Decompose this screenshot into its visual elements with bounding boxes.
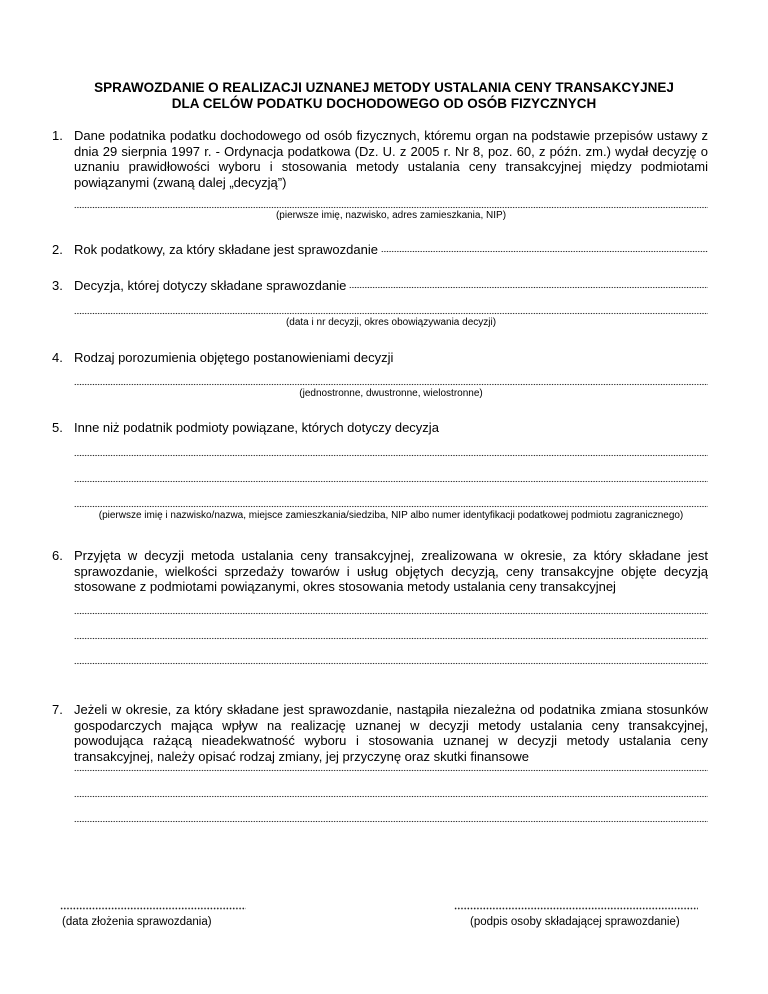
section-5-fill-line-2[interactable] [74, 480, 708, 483]
section-6-text: Przyjęta w decyzji metoda ustalania ceny transakcyjnej, zrealizowana w okresie, za który składane jest sprawozdanie, wielkości sprzedaży towarów i usług objętych decyzją, ceny transakcyjne objęte decyzją stosowane z podmiotami powiązanymi, okres stosowania metody ustalania ceny transakcyjnej [74, 548, 708, 594]
section-7-fill-line-1[interactable] [74, 769, 708, 772]
section-2-text: Rok podatkowy, za który składane jest sprawozdanie [74, 242, 378, 257]
section-4-text: Rodzaj porozumienia objętego postanowieniami decyzji [74, 350, 394, 365]
section-2-fill-line[interactable] [381, 250, 708, 254]
section-6 [52, 548, 708, 595]
section-3 [52, 278, 708, 294]
date-fill-line[interactable] [60, 907, 246, 910]
section-1-fill-line[interactable] [74, 206, 708, 209]
section-5-fill-line-1[interactable] [74, 454, 708, 457]
section-5-number: 5. [52, 420, 63, 435]
section-6-fill-line-1[interactable] [74, 612, 708, 615]
section-3-number: 3. [52, 278, 63, 293]
section-5-caption: (pierwsze imię i nazwisko/nazwa, miejsce zamieszkania/siedziba, NIP albo numer identyfikacji podatkowej podmiotu zagranicznego) [98, 510, 684, 521]
section-4 [52, 350, 708, 366]
section-3-caption: (data i nr decyzji, okres obowiązywania decyzji) [285, 317, 497, 328]
section-4-caption: (jednostronne, dwustronne, wielostronne) [299, 388, 483, 399]
form-title-line2: DLA CELÓW PODATKU DOCHODOWEGO OD OSÓB FIZYCZNYCH [171, 96, 597, 111]
section-5 [52, 420, 708, 436]
section-4-number: 4. [52, 350, 63, 365]
section-5-text: Inne niż podatnik podmioty powiązane, których dotyczy decyzja [74, 420, 439, 435]
signature-fill-line[interactable] [454, 907, 698, 910]
section-7-number: 7. [52, 702, 63, 717]
section-2 [52, 242, 708, 258]
form-title [0, 80, 768, 112]
section-7-text: Jeżeli w okresie, za który składane jest sprawozdanie, nastąpiła niezależna od podatnika zmiana stosunków gospodarczych mająca wpływ na realizację uznanej w decyzji metody ustalania ceny transakcyjnej, powodująca rażącą nieadekwatność wyboru i stosowania uznanej w decyzji metody ustalania ceny transakcyjnej, należy opisać rodzaj zmiany, jej przyczynę oraz skutki finansowe [74, 702, 708, 764]
section-6-fill-line-2[interactable] [74, 637, 708, 640]
section-3-text: Decyzja, której dotyczy składane sprawozdanie [74, 278, 347, 293]
section-6-number: 6. [52, 548, 63, 563]
section-3-fill-line-2[interactable] [74, 312, 708, 315]
date-caption: (data złożenia sprawozdania) [62, 916, 212, 928]
signature-caption: (podpis osoby składającej sprawozdanie) [470, 916, 680, 928]
section-1-text: Dane podatnika podatku dochodowego od osób fizycznych, któremu organ na podstawie przepisów ustawy z dnia 29 sierpnia 1997 r. - Ordynacja podatkowa (Dz. U. z 2005 r. Nr 8, poz. 60, z późn. zm.) wydał decyzję o uznaniu prawidłowości wyboru i stosowania metody ustalania ceny transakcyjnej między podmiotami powiązanymi (zwaną dalej „decyzją”) [74, 128, 708, 190]
section-1-caption: (pierwsze imię, nazwisko, adres zamieszkania, NIP) [275, 210, 507, 221]
section-4-fill-line[interactable] [74, 383, 708, 386]
section-2-number: 2. [52, 242, 63, 257]
section-7 [52, 702, 708, 764]
section-7-fill-line-3[interactable] [74, 820, 708, 823]
section-5-fill-line-3[interactable] [74, 505, 708, 508]
section-6-fill-line-3[interactable] [74, 662, 708, 665]
form-title-line1: SPRAWOZDANIE O REALIZACJI UZNANEJ METODY USTALANIA CENY TRANSAKCYJNEJ [94, 80, 674, 95]
section-1-number: 1. [52, 128, 63, 143]
section-1 [52, 128, 708, 190]
section-3-fill-line[interactable] [349, 286, 708, 290]
section-7-fill-line-2[interactable] [74, 795, 708, 798]
